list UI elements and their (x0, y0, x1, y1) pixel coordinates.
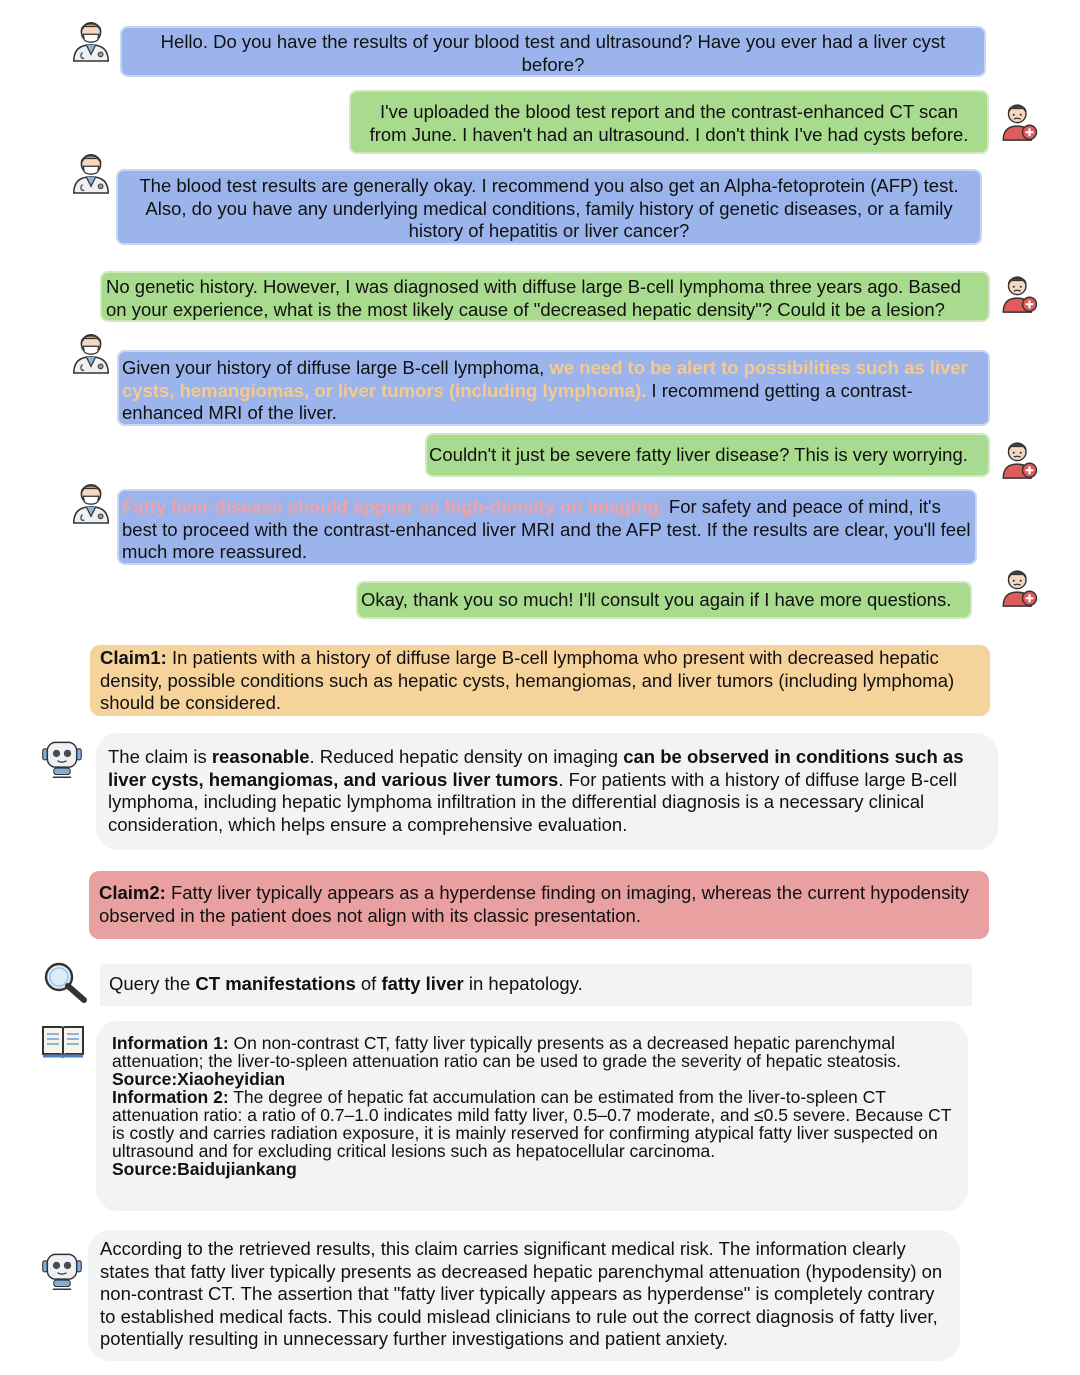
doctor-message-text: Given your history of diffuse large B-cell lymphoma, (122, 357, 545, 378)
robot-icon (40, 736, 84, 780)
doctor-message (117, 489, 977, 565)
patient-icon (998, 564, 1040, 608)
query-box (100, 964, 972, 1006)
robot-icon (40, 1248, 84, 1292)
information-box (96, 1021, 968, 1211)
patient-message-text: Okay, thank you so much! I'll consult you again if I have more questions. (361, 589, 952, 610)
doctor-icon (68, 326, 114, 376)
information-2-label: Information 2: (112, 1087, 229, 1107)
claim-1-label: Claim1: (100, 647, 167, 668)
doctor-icon (68, 476, 114, 526)
source-2-text: Source:Baidujiankang (112, 1159, 297, 1179)
evaluation-bold: can be observed in conditions such as liver cysts, hemangiomas, and various liver tumors (108, 746, 964, 790)
information-2 (112, 1088, 952, 1160)
claim-2-text: Fatty liver typically appears as a hyperdense finding on imaging, whereas the current hypodensity observed in the patient does not align with its classic presentation. (99, 882, 969, 926)
patient-message (100, 271, 990, 322)
evaluation-text: . For patients with a history of diffuse large B-cell lymphoma, including hepatic lymphoma infiltration in the differential diagnosis is a necessary clinical consideration, which helps ensure a comprehensive evaluation. (108, 768, 957, 835)
evaluation-text: . Reduced hepatic density on imaging (309, 746, 619, 767)
patient-message-text: Couldn't it just be severe fatty liver disease? This is very worrying. (429, 444, 968, 465)
query-text: of (360, 973, 377, 994)
information-1 (112, 1034, 952, 1070)
evaluation-1-box (96, 733, 998, 850)
doctor-icon (68, 146, 114, 196)
doctor-message (116, 169, 982, 245)
highlighted-claim-1: we need to be alert to possibilities such as liver cysts, hemangiomas, or liver tumors (including lymphoma). (122, 357, 968, 401)
doctor-message-text: The blood test results are generally okay. I recommend you also get an Alpha-fetoprotein (AFP) test. Also, do you have any underlying medical conditions, family history of genetic diseases, or a family history of hepatitis or liver cancer? (139, 175, 959, 241)
patient-message-text: No genetic history. However, I was diagnosed with diffuse large B-cell lymphoma three years ago. Based on your experience, what is the most likely cause of "decreased hepatic density"? Could it be a lesion? (106, 276, 961, 320)
patient-message (349, 90, 989, 154)
patient-icon (998, 270, 1040, 314)
patient-icon (998, 98, 1040, 142)
doctor-message (117, 350, 990, 426)
source-1-text: Source:Xiaoheyidian (112, 1069, 286, 1089)
claim-1-text: In patients with a history of diffuse large B-cell lymphoma who present with decreased hepatic density, possible conditions such as hepatic cysts, hemangiomas, and liver tumors (including lymphoma) should be considered. (100, 647, 955, 713)
source-2 (112, 1160, 952, 1178)
magnifier-icon (42, 960, 88, 1004)
claim-1-box (90, 645, 990, 716)
information-1-label: Information 1: (112, 1033, 229, 1053)
highlighted-claim-2: Fatty liver disease should appear as high-density on imaging. (122, 496, 664, 517)
claim-2-label: Claim2: (99, 882, 166, 903)
query-bold: fatty liver (381, 973, 464, 994)
doctor-message (120, 26, 986, 77)
patient-message (425, 433, 990, 477)
patient-message-text: I've uploaded the blood test report and the contrast-enhanced CT scan from June. I haven't had an ultrasound. I don't think I've had cysts before. (369, 101, 969, 145)
query-text: in hepatology. (468, 973, 583, 994)
claim-2-box (89, 871, 989, 939)
doctor-icon (68, 14, 114, 64)
doctor-message-text: For safety and peace of mind, it's best to proceed with the contrast-enhanced liver MRI and the AFP test. If the results are clear, you'll feel much more reassured. (122, 496, 971, 562)
evaluation-2-text: According to the retrieved results, this claim carries significant medical risk. The information clearly states that fatty liver typically presents as decreased hepatic parenchymal attenuation (hypodensity) on non-contrast CT. The assertion that "fatty liver typically appears as hyperdense" is completely contrary to established medical facts. This could mislead clinicians to rule out the correct diagnosis of fatty liver, potentially resulting in unnecessary further investigations and patient anxiety. (100, 1238, 943, 1349)
evaluation-2-box (88, 1230, 960, 1361)
query-bold: CT manifestations (195, 973, 356, 994)
information-2-text: The degree of hepatic fat accumulation can be estimated from the liver-to-spleen CT attenuation ratio: a ratio of 0.7–1.0 indicates mild fatty liver, 0.5–0.7 moderate, and ≤0.5 severe. Because CT is costly and carries radiation exposure, it is mainly reserved for confirming atypical fatty liver suspected on ultrasound and for excluding critical lesions such as hepatocellular carcinoma. (112, 1087, 952, 1161)
source-1 (112, 1070, 952, 1088)
doctor-message-text: Hello. Do you have the results of your blood test and ultrasound? Have you ever had a liver cyst before? (160, 31, 946, 75)
patient-icon (998, 436, 1040, 480)
evaluation-bold: reasonable (211, 746, 310, 767)
query-text: Query the (109, 973, 191, 994)
evaluation-text: The claim is (108, 746, 207, 767)
information-1-text: On non-contrast CT, fatty liver typically presents as a decreased hepatic parenchymal attenuation; the liver-to-spleen attenuation ratio can be used to grade the severity of hepatic steatosis. (112, 1033, 901, 1071)
patient-message (356, 581, 972, 619)
book-icon (40, 1022, 86, 1060)
doctor-message-text: I recommend getting a contrast-enhanced MRI of the liver. (122, 379, 913, 423)
